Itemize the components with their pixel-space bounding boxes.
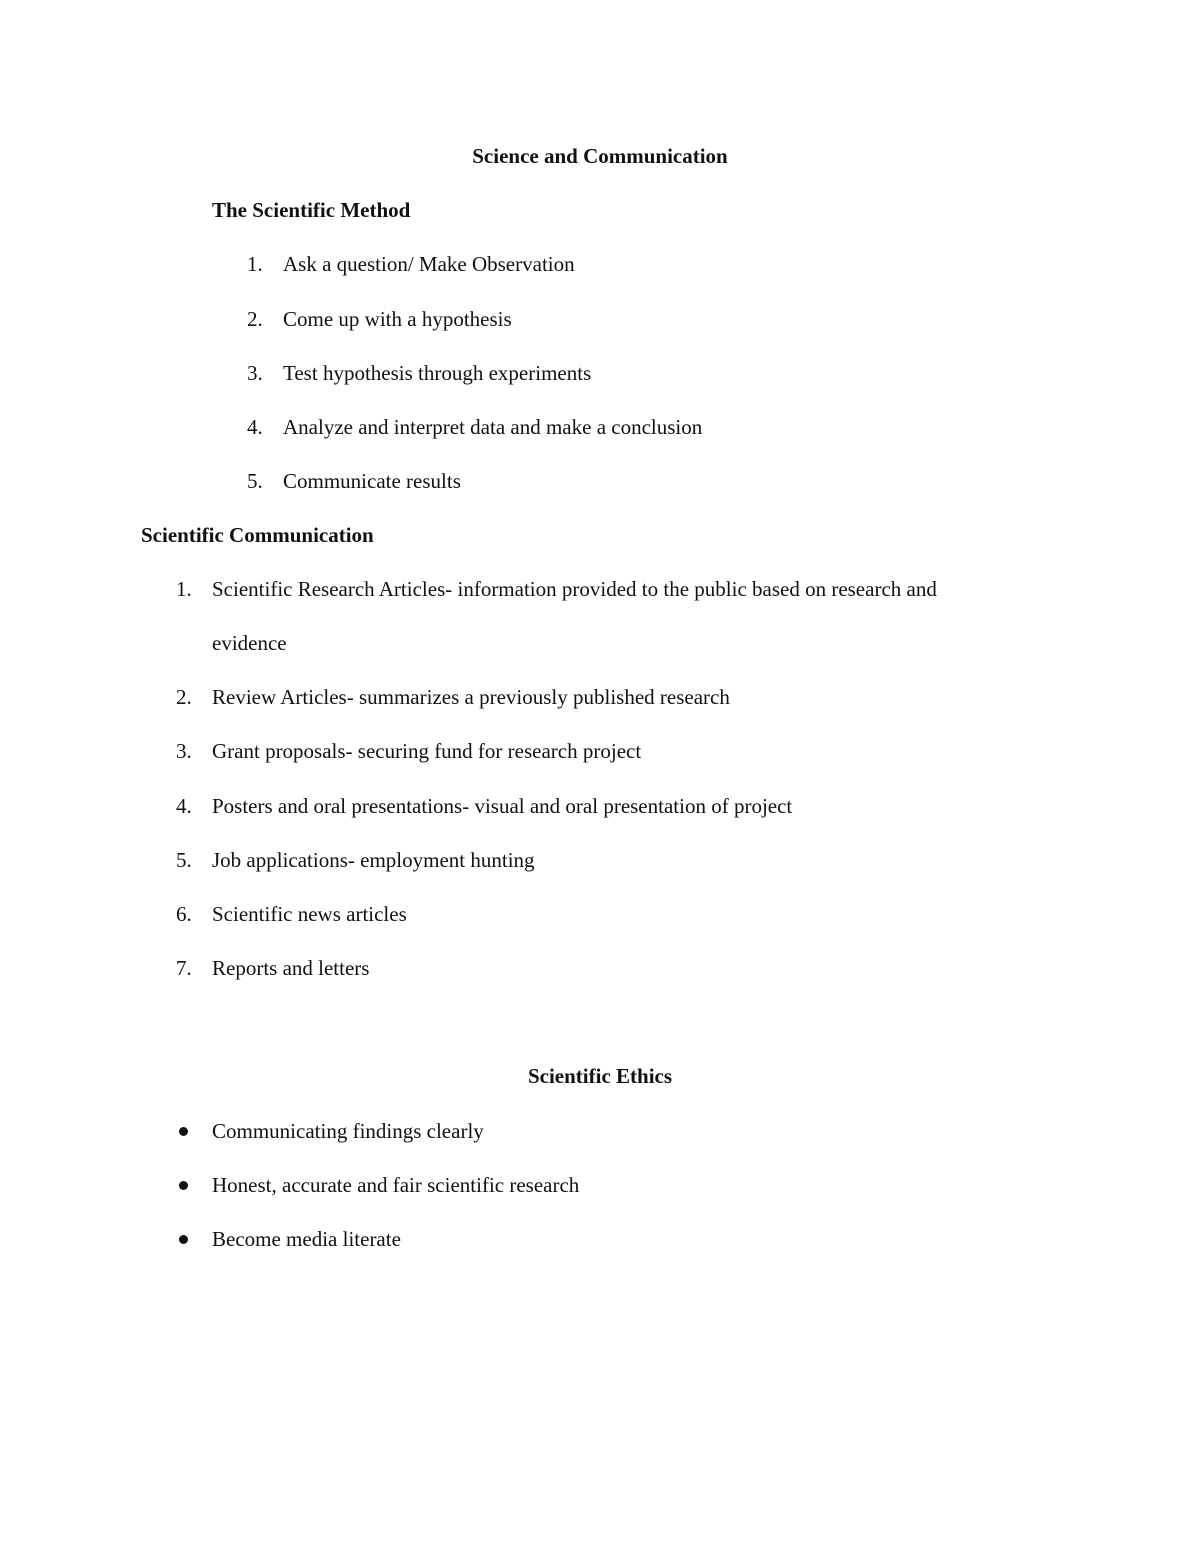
list-text: Ask a question/ Make Observation — [283, 252, 575, 276]
bullet-icon — [179, 1181, 188, 1190]
list-text: Come up with a hypothesis — [283, 307, 512, 331]
list-text: Scientific news articles — [212, 902, 407, 926]
method-heading: The Scientific Method — [212, 198, 411, 222]
list-number: 6. — [176, 902, 192, 926]
list-number: 7. — [176, 956, 192, 980]
list-text: Communicating findings clearly — [212, 1119, 484, 1143]
list-text: Scientific Research Articles- information provided to the public based on research and — [212, 577, 937, 601]
list-text: Analyze and interpret data and make a conclusion — [283, 415, 703, 439]
list-number: 5. — [176, 848, 192, 872]
list-number: 4. — [247, 415, 263, 439]
list-text: Honest, accurate and fair scientific research — [212, 1173, 580, 1197]
list-number: 2. — [176, 685, 192, 709]
list-text-continuation: evidence — [212, 631, 287, 655]
list-number: 5. — [247, 469, 263, 493]
list-number: 1. — [176, 577, 192, 601]
ethics-heading: Scientific Ethics — [527, 1064, 673, 1088]
list-text: Job applications- employment hunting — [212, 848, 535, 872]
list-text: Posters and oral presentations- visual and oral presentation of project — [212, 794, 793, 818]
document-title: Science and Communication — [472, 144, 728, 168]
list-number: 2. — [247, 307, 263, 331]
list-text: Test hypothesis through experiments — [283, 361, 592, 385]
list-text: Review Articles- summarizes a previously published research — [212, 685, 730, 709]
list-text: Become media literate — [212, 1227, 401, 1251]
communication-heading: Scientific Communication — [141, 523, 374, 547]
list-text: Grant proposals- securing fund for research project — [212, 739, 642, 763]
list-number: 1. — [247, 252, 263, 276]
list-number: 4. — [176, 794, 192, 818]
bullet-icon — [179, 1127, 188, 1136]
bullet-icon — [179, 1235, 188, 1244]
list-text: Communicate results — [283, 469, 461, 493]
list-number: 3. — [247, 361, 263, 385]
list-number: 3. — [176, 739, 192, 763]
list-text: Reports and letters — [212, 956, 370, 980]
